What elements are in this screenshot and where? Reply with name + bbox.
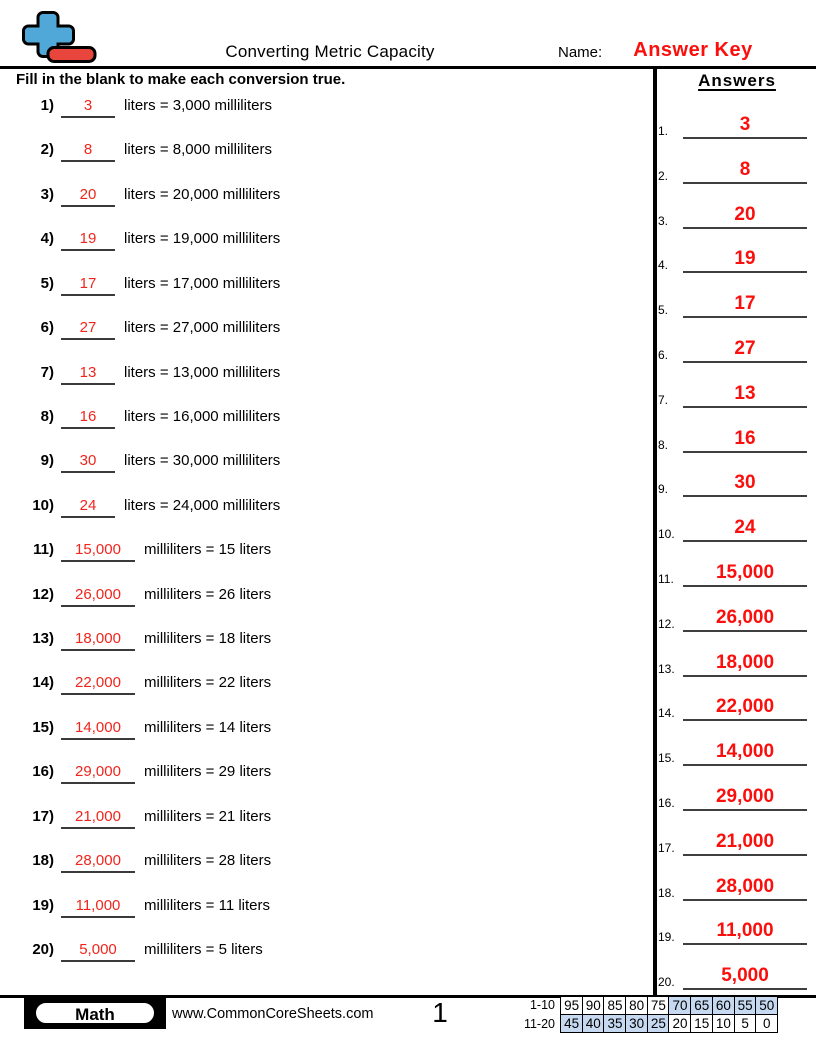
question-number: 17) <box>32 807 54 825</box>
question-answer-blank[interactable] <box>61 141 115 162</box>
answer-item-number: 16. <box>658 796 675 810</box>
answer-row <box>656 243 812 273</box>
question-number: 2) <box>40 141 54 159</box>
question-answer-blank[interactable] <box>61 808 135 829</box>
answer-row <box>656 199 812 229</box>
score-grid-cells <box>560 996 778 1033</box>
score-grid-labels <box>498 996 560 1034</box>
score-cell: 0 <box>755 1014 778 1033</box>
score-cell: 70 <box>668 996 691 1015</box>
answer-item-line[interactable] <box>683 561 807 587</box>
answer-item-value: 3 <box>739 114 751 135</box>
answer-item-number: 1. <box>658 124 669 138</box>
answer-row <box>656 826 812 856</box>
score-cell: 60 <box>712 996 735 1015</box>
question-answer-blank[interactable] <box>61 541 135 562</box>
answer-item-number: 18. <box>658 885 675 900</box>
question-answer-blank[interactable] <box>61 230 115 251</box>
question-answer-value: 27 <box>79 319 97 337</box>
question-text: liters = 30,000 milliliters <box>124 452 281 470</box>
score-cell: 50 <box>755 996 778 1015</box>
answer-item-number: 8. <box>658 437 669 452</box>
score-cell: 95 <box>560 996 583 1015</box>
answer-item-number: 7. <box>658 392 669 407</box>
question-row <box>16 852 271 876</box>
question-answer-blank[interactable] <box>61 852 135 873</box>
question-answer-value: 17 <box>79 274 97 292</box>
question-text: liters = 3,000 milliliters <box>124 97 272 114</box>
question-row <box>16 674 271 698</box>
question-row <box>16 364 280 388</box>
page-number: 1 <box>432 997 448 1028</box>
question-number: 16) <box>32 763 54 781</box>
answer-item-line[interactable] <box>683 964 807 990</box>
answer-item-line[interactable] <box>683 606 807 632</box>
score-cell: 40 <box>582 1014 605 1033</box>
question-answer-blank[interactable] <box>61 452 115 473</box>
question-text: milliliters = 15 liters <box>144 541 272 559</box>
answer-item-value: 20 <box>734 203 756 225</box>
question-row <box>16 541 271 565</box>
answer-row <box>656 288 812 318</box>
question-answer-value: 20 <box>79 185 97 203</box>
answer-item-number: 13. <box>658 661 675 676</box>
answer-row <box>656 781 812 811</box>
question-row <box>16 897 270 921</box>
answer-row <box>656 691 812 721</box>
question-answer-value: 26,000 <box>75 585 121 603</box>
answer-row <box>656 423 812 453</box>
answer-item-value: 17 <box>734 293 756 315</box>
score-grid-row2 <box>560 1015 778 1033</box>
answer-item-line[interactable] <box>683 292 807 318</box>
answer-item-number: 9. <box>658 482 669 497</box>
answer-item-number: 4. <box>658 258 669 273</box>
question-number: 10) <box>32 496 54 514</box>
answer-item-line[interactable] <box>683 919 807 945</box>
question-number: 4) <box>40 230 54 248</box>
question-text: milliliters = 28 liters <box>144 852 272 870</box>
answer-item-line[interactable] <box>683 158 807 184</box>
question-answer-blank[interactable] <box>61 897 135 918</box>
answer-item-value: 28,000 <box>715 875 775 897</box>
question-answer-blank[interactable] <box>61 586 135 607</box>
answer-row <box>656 915 812 945</box>
score-cell: 65 <box>690 996 713 1015</box>
question-number: 1) <box>40 97 54 114</box>
answer-row <box>656 602 812 632</box>
answer-item-number: 5. <box>658 303 669 318</box>
answer-item-value: 13 <box>734 382 756 404</box>
question-answer-blank[interactable] <box>61 364 115 385</box>
question-text: liters = 8,000 milliliters <box>124 141 272 159</box>
answer-row <box>656 467 812 497</box>
question-row <box>16 719 271 743</box>
answer-item-line[interactable] <box>683 695 807 721</box>
answer-item-line[interactable] <box>683 651 807 677</box>
answer-row <box>656 871 812 901</box>
score-cell: 90 <box>582 996 605 1015</box>
answer-row <box>656 154 812 184</box>
answer-item-line[interactable] <box>683 203 807 229</box>
question-answer-blank[interactable] <box>61 719 135 740</box>
question-answer-value: 8 <box>83 141 93 159</box>
question-number: 15) <box>32 718 54 736</box>
question-text: milliliters = 26 liters <box>144 585 272 603</box>
score-cell: 45 <box>560 1014 583 1033</box>
question-answer-blank[interactable] <box>61 408 115 429</box>
answer-item-number: 11. <box>658 572 674 586</box>
math-badge-label: Math <box>34 1001 156 1025</box>
answer-item-number: 19. <box>658 930 675 945</box>
question-answer-value: 22,000 <box>75 674 121 692</box>
question-answer-value: 3 <box>83 97 93 114</box>
question-answer-value: 15,000 <box>75 541 121 559</box>
question-answer-value: 29,000 <box>75 763 121 781</box>
instructions-text: Fill in the blank to make each conversion true. <box>16 71 346 88</box>
answer-row <box>656 736 812 766</box>
question-text: milliliters = 21 liters <box>144 807 272 825</box>
question-text: liters = 27,000 milliliters <box>124 319 281 337</box>
answer-item-value: 11,000 <box>716 920 774 942</box>
answer-row <box>656 378 812 408</box>
answer-item-line[interactable] <box>683 382 807 408</box>
commoncoresheets-logo-icon <box>22 11 98 70</box>
answer-item-value: 30 <box>734 472 756 494</box>
answer-item-number: 10. <box>658 527 675 542</box>
answer-item-number: 15. <box>658 751 675 766</box>
question-number: 20) <box>32 940 54 958</box>
question-answer-blank[interactable] <box>61 497 115 518</box>
question-number: 8) <box>40 407 54 425</box>
question-answer-blank[interactable] <box>61 941 135 962</box>
answer-row <box>656 333 812 363</box>
answer-item-value: 14,000 <box>715 741 775 763</box>
question-row <box>16 941 263 965</box>
question-number: 14) <box>32 674 54 692</box>
answer-item-number: 20. <box>658 975 675 990</box>
question-answer-value: 21,000 <box>75 807 121 825</box>
answer-item-value: 27 <box>734 338 756 359</box>
question-text: liters = 16,000 milliliters <box>124 407 281 425</box>
question-row <box>16 808 271 832</box>
plus-minus-logo-icon <box>22 11 98 65</box>
score-grid <box>498 996 778 1034</box>
answer-item-line[interactable] <box>683 785 807 811</box>
question-number: 5) <box>40 274 54 292</box>
score-cell: 10 <box>712 1014 735 1033</box>
answer-item-line[interactable] <box>683 113 807 139</box>
answer-item-line[interactable] <box>683 471 807 497</box>
score-cell: 25 <box>647 1014 670 1033</box>
question-number: 7) <box>40 363 54 381</box>
question-text: liters = 19,000 milliliters <box>124 230 281 248</box>
answer-item-number: 17. <box>658 840 675 855</box>
answer-item-number: 3. <box>658 213 669 228</box>
question-text: milliliters = 22 liters <box>144 674 272 692</box>
answer-item-number: 12. <box>658 616 675 631</box>
answers-title: Answers <box>698 71 776 90</box>
score-cell: 80 <box>625 996 648 1015</box>
question-row <box>16 408 280 432</box>
answer-item-line[interactable] <box>683 337 807 363</box>
question-row <box>16 97 272 121</box>
question-answer-value: 14,000 <box>75 718 121 736</box>
answer-item-value: 24 <box>734 517 756 539</box>
question-row <box>16 452 280 476</box>
answer-row <box>656 557 812 587</box>
score-grid-row1 <box>560 996 778 1015</box>
question-answer-blank[interactable] <box>61 763 135 784</box>
question-row <box>16 497 280 521</box>
score-cell: 15 <box>690 1014 713 1033</box>
question-answer-value: 19 <box>79 230 97 248</box>
question-number: 19) <box>32 896 54 914</box>
question-answer-value: 24 <box>79 496 97 514</box>
answer-item-number: 14. <box>658 706 675 721</box>
question-answer-value: 30 <box>79 452 97 470</box>
question-text: milliliters = 11 liters <box>144 896 270 914</box>
answer-key-text: Answer Key <box>633 39 753 61</box>
question-number: 6) <box>40 319 54 337</box>
question-text: liters = 24,000 milliliters <box>124 496 281 514</box>
question-answer-value: 28,000 <box>75 852 121 870</box>
answer-row <box>656 109 812 139</box>
answer-item-value: 5,000 <box>721 965 769 987</box>
question-number: 9) <box>40 452 54 470</box>
question-answer-value: 13 <box>79 363 97 381</box>
question-answer-blank[interactable] <box>61 186 115 207</box>
score-cell: 35 <box>603 1014 626 1033</box>
question-number: 12) <box>32 585 54 603</box>
question-row <box>16 141 272 165</box>
question-row <box>16 630 271 654</box>
question-text: liters = 20,000 milliliters <box>124 185 281 203</box>
question-text: milliliters = 18 liters <box>144 630 272 648</box>
question-answer-blank[interactable] <box>61 674 135 695</box>
question-row <box>16 230 280 254</box>
score-cell: 75 <box>647 996 670 1015</box>
question-answer-value: 18,000 <box>75 630 121 648</box>
score-row2-label: 11-20 <box>523 1017 555 1031</box>
answer-item-number: 2. <box>658 168 669 183</box>
answer-item-line[interactable] <box>683 740 807 766</box>
question-number: 18) <box>32 852 54 870</box>
header-divider-line <box>0 66 816 69</box>
score-cell: 5 <box>734 1014 757 1033</box>
answer-item-value: 18,000 <box>715 651 775 673</box>
question-text: milliliters = 5 liters <box>144 940 263 958</box>
score-cell: 20 <box>668 1014 691 1033</box>
question-number: 11) <box>33 541 54 559</box>
name-label: Name: <box>558 44 603 61</box>
answer-item-value: 22,000 <box>715 696 775 718</box>
question-row <box>16 763 271 787</box>
answer-item-line[interactable] <box>683 875 807 901</box>
question-text: liters = 17,000 milliliters <box>124 274 281 292</box>
score-cell: 55 <box>734 996 757 1015</box>
worksheet-title: Converting Metric Capacity <box>225 42 435 61</box>
answer-row <box>656 512 812 542</box>
score-cell: 30 <box>625 1014 648 1033</box>
math-badge <box>24 996 166 1029</box>
answer-item-value: 21,000 <box>715 830 775 852</box>
score-cell: 85 <box>603 996 626 1015</box>
answer-item-value: 19 <box>734 248 756 270</box>
answer-item-value: 26,000 <box>715 606 775 628</box>
answer-row <box>656 647 812 677</box>
answer-item-value: 29,000 <box>715 786 775 807</box>
question-row <box>16 586 271 610</box>
question-row <box>16 275 280 299</box>
answer-item-line[interactable] <box>683 247 807 273</box>
question-answer-blank[interactable] <box>61 319 115 340</box>
answer-item-value: 16 <box>734 427 756 449</box>
answer-row <box>656 960 812 990</box>
question-answer-value: 16 <box>79 407 97 425</box>
score-row1-label: 1-10 <box>529 998 555 1012</box>
question-number: 13) <box>32 630 54 648</box>
question-number: 3) <box>40 185 54 203</box>
question-row <box>16 319 280 343</box>
answer-item-line[interactable] <box>683 427 807 453</box>
question-answer-blank[interactable] <box>61 275 115 296</box>
answer-item-line[interactable] <box>683 830 807 856</box>
question-text: milliliters = 14 liters <box>144 718 272 736</box>
website-url: www.CommonCoreSheets.com <box>172 1006 374 1022</box>
answer-item-line[interactable] <box>683 516 807 542</box>
question-answer-value: 5,000 <box>79 940 117 958</box>
answer-item-value: 15,000 <box>715 562 775 583</box>
question-text: liters = 13,000 milliliters <box>124 363 281 381</box>
question-text: milliliters = 29 liters <box>144 763 272 781</box>
question-answer-blank[interactable] <box>61 630 135 651</box>
question-answer-blank[interactable] <box>61 97 115 118</box>
answer-item-value: 8 <box>739 158 751 180</box>
question-row <box>16 186 280 210</box>
answer-item-number: 6. <box>658 348 669 362</box>
question-answer-value: 11,000 <box>75 896 121 914</box>
